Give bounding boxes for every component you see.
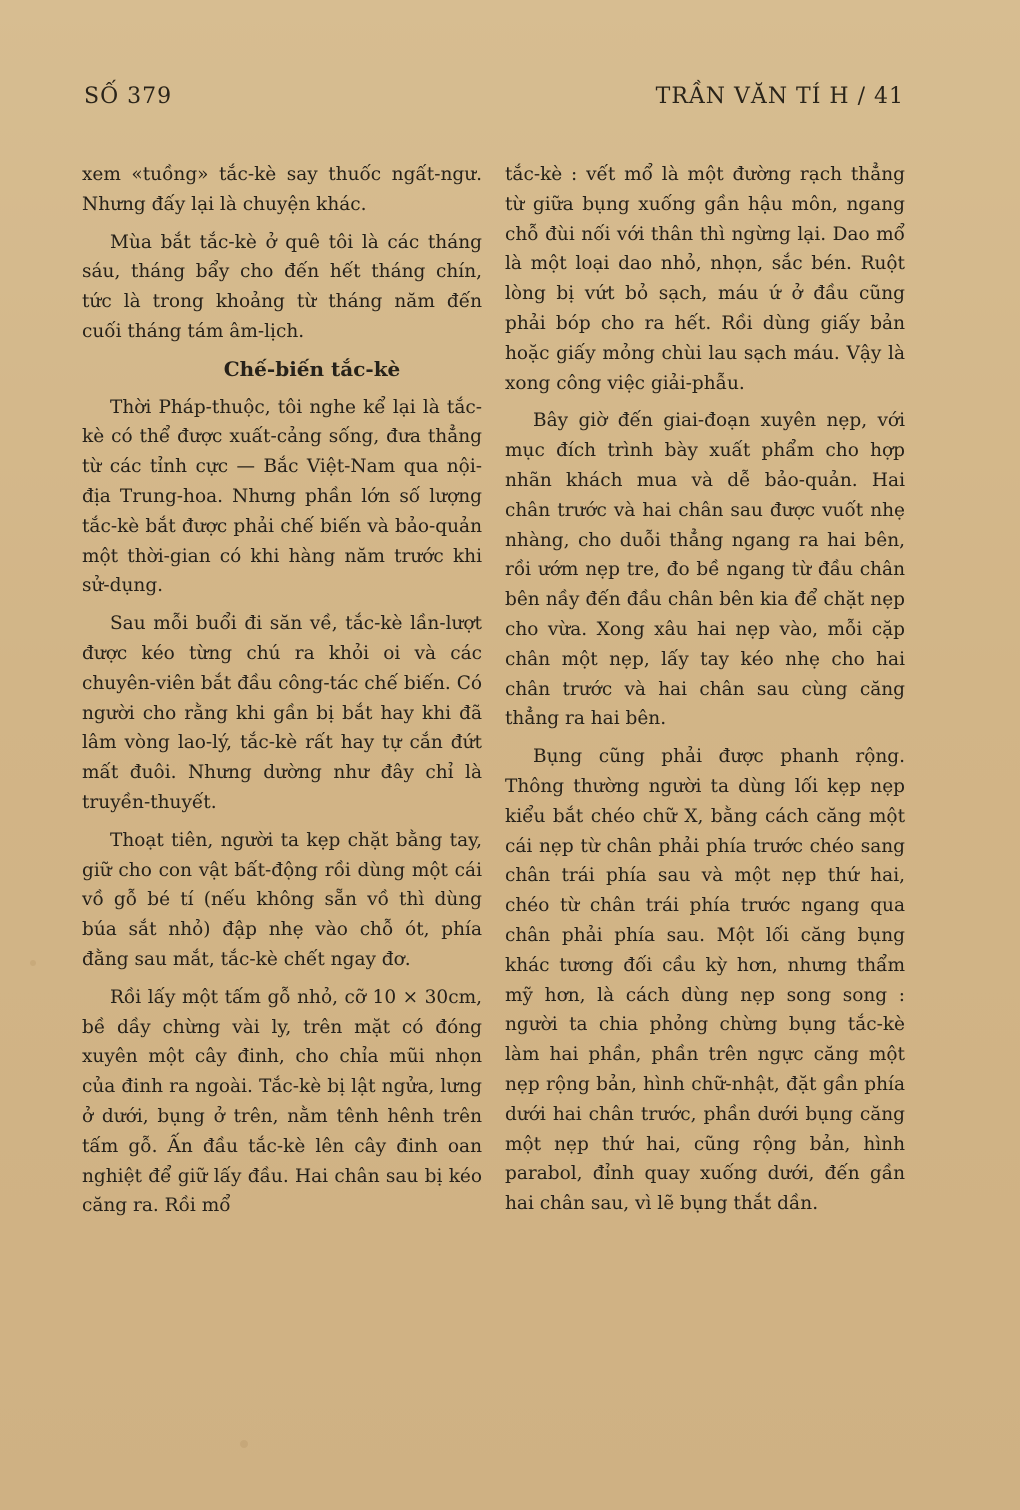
paper-stain bbox=[240, 1440, 248, 1448]
running-title: TRẦN VĂN TÍ H / 41 bbox=[655, 84, 904, 109]
paragraph: tắc-kè : vết mổ là một đường rạch thẳng từ giữa bụng xuống gần hậu môn, ngang chỗ đùi nối với thân thì ngừng lại. Dao mổ là một loại dao nhỏ, nhọn, sắc bén. Ruột lòng bị vứt bỏ sạch, máu ứ ở đầu cũng phải bóp cho ra hết. Rồi dùng giấy bản hoặc giấy mỏng chùi lau sạch máu. Vậy là xong công việc giải-phẫu. bbox=[505, 164, 905, 394]
paragraph: Thoạt tiên, người ta kẹp chặt bằng tay, giữ cho con vật bất-động rồi dùng một cái vồ gỗ bé tí (nếu không sẵn vồ thì dùng búa sắt nhỏ) đập nhẹ vào chỗ ót, phía đằng sau mắt, tắc-kè chết ngay đơ. bbox=[82, 829, 482, 970]
left-column bbox=[82, 160, 482, 1229]
issue-number: SỐ 379 bbox=[84, 84, 173, 109]
paragraph: Mùa bắt tắc-kè ở quê tôi là các tháng sáu, tháng bẩy cho đến hết tháng chín, tức là trong khoảng từ tháng năm đến cuối tháng tám âm-lịch. bbox=[82, 231, 482, 342]
paragraph: Bây giờ đến giai-đoạn xuyên nẹp, với mục đích trình bày xuất phẩm cho hợp nhãn khách mua và dễ bảo-quản. Hai chân trước và hai chân sau được vuốt nhẹ nhàng, cho duỗi thẳng ngang ra hai bên, rồi ướm nẹp tre, đo bề ngang từ đầu chân bên nầy đến đầu chân bên kia để chặt nẹp cho vừa. Xong xâu hai nẹp vào, mỗi cặp chân một nẹp, lấy tay kéo nhẹ cho hai chân trước và hai chân sau cùng căng thẳng ra hai bên. bbox=[505, 410, 905, 730]
right-column bbox=[505, 160, 905, 1227]
paragraph: Bụng cũng phải được phanh rộng. Thông thường người ta dùng lối kẹp nẹp kiểu bắt chéo chữ X, bằng cách căng một cái nẹp từ chân phải phía trước chéo sang chân trái phía sau và một nẹp thứ hai, chéo từ chân trái phía trước ngang qua chân phải phía sau. Một lối căng bụng khác tương đối cầu kỳ hơn, nhưng thẩm mỹ hơn, là cách dùng nẹp song song : người ta chia phỏng chừng bụng tắc-kè làm hai phần, phần trên ngực căng một nẹp rộng bản, hình chữ-nhật, đặt gần phía dưới hai chân trước, phần dưới bụng căng một nẹp thứ hai, cũng rộng bản, hình parabol, đỉnh quay xuống dưới, đến gần hai chân sau, vì lẽ bụng thắt dần. bbox=[505, 746, 905, 1215]
paragraph: Rồi lấy một tấm gỗ nhỏ, cỡ 10 × 30cm, bề dầy chừng vài ly, trên mặt có đóng xuyên một cây đinh, cho chỉa mũi nhọn của đinh ra ngoài. Tắc-kè bị lật ngửa, lưng ở dưới, bụng ở trên, nằm tênh hênh trên tấm gỗ. Ấn đầu tắc-kè lên cây đinh oan nghiệt để giữ lấy đầu. Hai chân sau bị kéo căng ra. Rồi mổ bbox=[82, 986, 482, 1217]
paragraph: Thời Pháp-thuộc, tôi nghe kể lại là tắc-kè có thể được xuất-cảng sống, đưa thẳng từ các tỉnh cực — Bắc Việt-Nam qua nội-địa Trung-hoa. Nhưng phần lớn số lượng tắc-kè bắt được phải chế biến và bảo-quản một thời-gian có khi hàng năm trước khi sử-dụng. bbox=[82, 396, 482, 597]
page-header bbox=[84, 84, 904, 120]
paragraph: xem «tuồng» tắc-kè say thuốc ngất-ngư. Nhưng đấy lại là chuyện khác. bbox=[82, 164, 482, 215]
paper-stain bbox=[30, 960, 36, 966]
paragraph: Sau mỗi buổi đi săn về, tắc-kè lần-lượt được kéo từng chú ra khỏi oi và các chuyên-viên bắt đầu công-tác chế biến. Có người cho rằng khi gần bị bắt hay khi đã lâm vòng lao-lý, tắc-kè rất hay tự cắn đứt mất đuôi. Nhưng dường như đây chỉ là truyền-thuyết. bbox=[82, 613, 482, 813]
section-heading: Chế-biến tắc-kè bbox=[223, 356, 401, 381]
